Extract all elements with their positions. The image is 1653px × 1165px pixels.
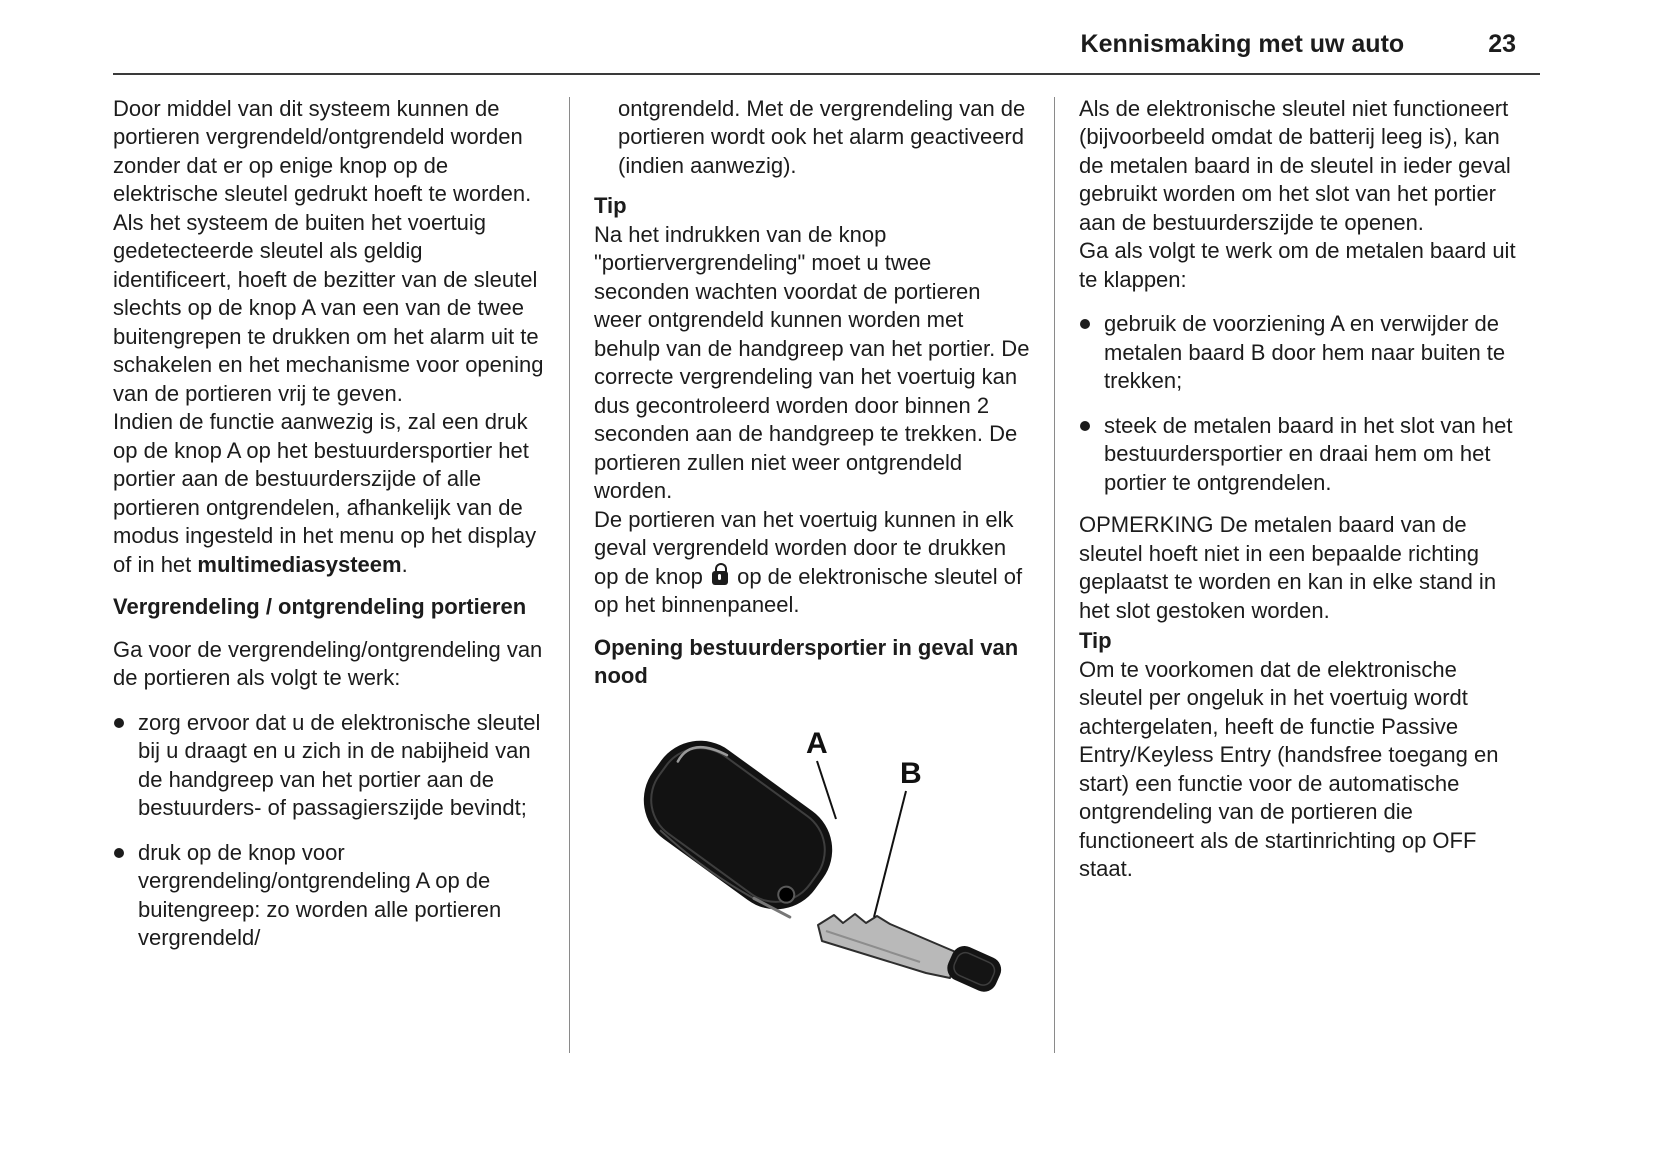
page-header xyxy=(113,30,1540,75)
paragraph xyxy=(594,506,1030,620)
page-number: 23 xyxy=(1488,30,1516,58)
label-b-leader-line xyxy=(874,791,906,917)
paragraph: Ga voor de vergrendeling/ontgrendeling van de portieren als volgt te werk: xyxy=(113,636,543,690)
section-heading: Opening bestuurdersportier in geval van nood xyxy=(594,634,1019,688)
text-segment: De portieren van het voertuig kunnen in elk geval vergrendeld worden door te drukken op de knop xyxy=(594,506,1014,589)
section-heading: Vergrendeling / ontgrendeling portieren xyxy=(113,594,527,619)
column-divider xyxy=(1054,97,1055,1053)
text-segment: . xyxy=(401,551,408,577)
paragraph xyxy=(113,408,545,579)
paragraph: Na het indrukken van de knop "portiervergrendeling" moet u twee seconden wachten voordat de portieren weer ontgrendeld kunnen worden met behulp van de handgreep van het portier. De correcte vergrendeling van het voertuig kan dus gecontroleerd worden door binnen 2 seconden aan de handgreep te trekken. De portieren zullen niet weer ontgrendeld worden. xyxy=(594,221,1030,503)
tip-heading: Tip xyxy=(1079,628,1112,653)
paragraph: Als het systeem de buiten het voertuig gedetecteerde sleutel als geldig identificeert, hoeft de bezitter van de sleutel slechts op de knop A van een van de twee buitengrepen te drukken om het alarm uit te schakelen en het mechanisme voor opening van de portieren vrij te geven. xyxy=(113,209,544,406)
text-segment: Indien de functie aanwezig is, zal een druk op de knop A op het bestuurdersportier het portier aan de bestuurderszijde of alle portieren ontgrendelen, afhankelijk van de modus ingesteld in het menu op het display of in het xyxy=(113,409,537,577)
bullet-list xyxy=(113,709,545,953)
paragraph: Om te voorkomen dat de elektronische sleutel per ongeluk in het voertuig wordt achtergelaten, heeft de functie Passive Entry/Keyless Entry (handsfree toegang en start) een functie voor de automatische ontgrendeling van de portieren die functioneert als de startinrichting op OFF staat. xyxy=(1079,656,1499,881)
bullet-item: zorg ervoor dat u de elektronische sleutel bij u draagt en u zich in de nabijheid van de handgreep van het portier aan de bestuurders- of passagierszijde bevindt; xyxy=(113,709,545,823)
bullet-item: druk op de knop voor vergrendeling/ontgrendeling A op de buitengreep: zo worden alle portieren vergrendeld/ xyxy=(113,839,545,953)
column-middle xyxy=(594,95,1030,1053)
chapter-title: Kennismaking met uw auto xyxy=(1080,30,1405,58)
paragraph: Als de elektronische sleutel niet functioneert (bijvoorbeeld omdat de batterij leeg is), kan de metalen baard in de sleutel in ieder geval gebruikt worden om het slot van het portier aan de bestuurderszijde te openen. xyxy=(1079,95,1511,235)
text-segment: op de elektronische sleutel of op het binnenpaneel. xyxy=(594,563,1023,617)
bullet-item: steek de metalen baard in het slot van het bestuurdersportier en draai hem om het portier te ontgrendelen. xyxy=(1079,412,1521,498)
bold-text-segment: multimediasysteem xyxy=(197,551,402,577)
lock-icon xyxy=(712,571,728,585)
label-a-leader-line xyxy=(817,761,836,819)
paragraph: Door middel van dit systeem kunnen de portieren vergrendeld/ontgrendeld worden zonder dat er op enige knop op de elektrische sleutel gedrukt hoeft te worden. xyxy=(113,95,532,206)
paragraph: ontgrendeld. Met de vergrendeling van de portieren wordt ook het alarm geactiveerd (indien aanwezig). xyxy=(618,95,1026,178)
column-right xyxy=(1079,95,1521,1053)
key-illustration xyxy=(620,717,1040,1012)
column-divider xyxy=(569,97,570,1053)
note-paragraph: OPMERKING De metalen baard van de sleutel hoeft niet in een bepaalde richting geplaatst te worden en kan in elke stand in het slot gestoken worden. xyxy=(1079,512,1497,623)
bullet-item: gebruik de voorziening A en verwijder de metalen baard B door hem naar buiten te trekken; xyxy=(1079,310,1521,396)
figure-label-a: A xyxy=(806,726,828,760)
key-blade xyxy=(818,914,1005,996)
column-left xyxy=(113,95,545,1053)
bullet-list xyxy=(1079,310,1521,497)
paragraph: Ga als volgt te werk om de metalen baard uit te klappen: xyxy=(1079,238,1516,292)
three-column-layout xyxy=(113,75,1540,1053)
figure-label-b: B xyxy=(900,756,922,790)
tip-heading: Tip xyxy=(594,193,627,218)
key-figure xyxy=(594,717,1030,1020)
